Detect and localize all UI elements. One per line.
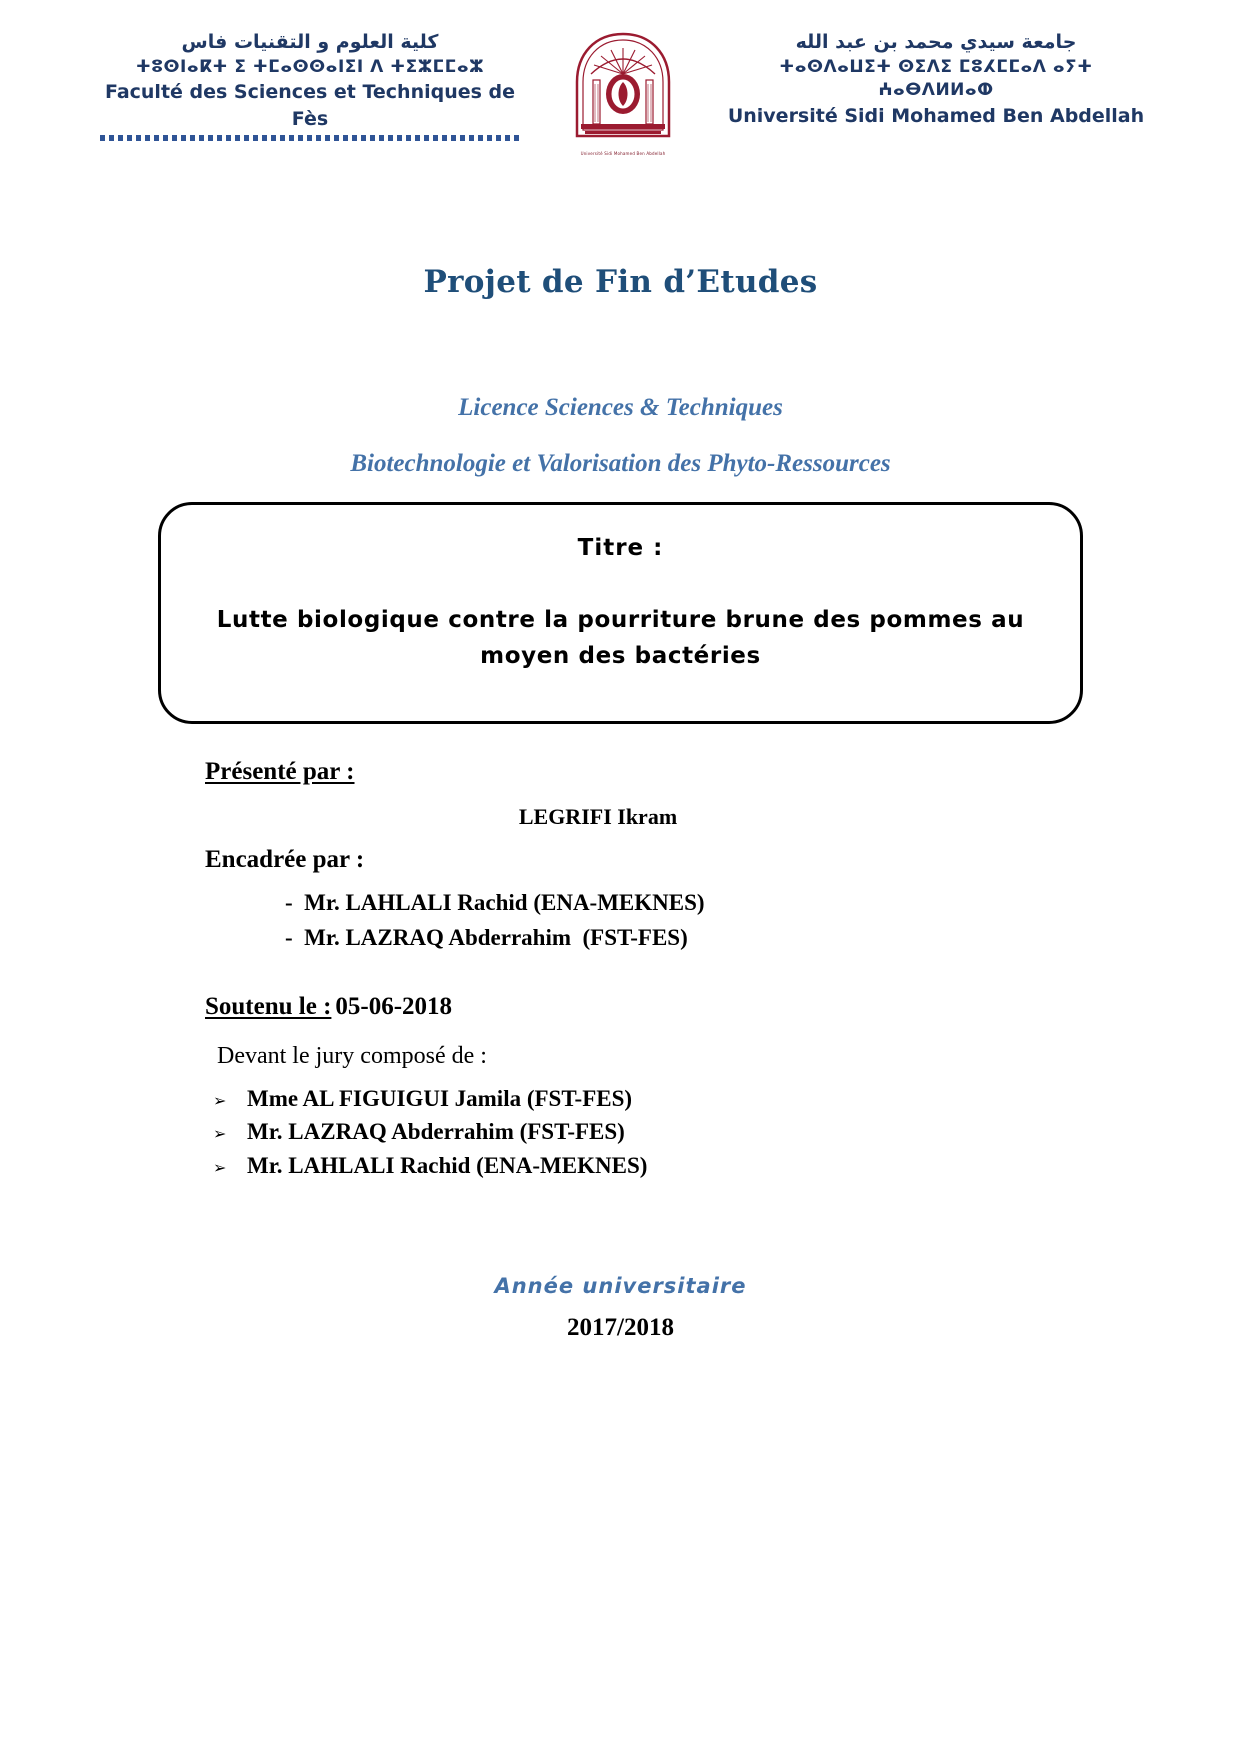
faculty-name-tifinagh: ⵜⵓⵙⵏⴰⴽⵜ ⵉ ⵜⵎⴰⵙⵙⴰⵏⵉⵏ ⴷ ⵜⵉⵣⵎⵎⴰⵣ <box>135 56 485 77</box>
list-item <box>205 1149 1141 1182</box>
thesis-title-text: Lutte biologique contre la pourriture brune des pommes au moyen des bactéries <box>216 607 1025 669</box>
program-label: Biotechnologie et Valorisation des Phyto-Ressources <box>350 450 891 477</box>
jury-member-name: Mr. LAHLALI Rachid (ENA-MEKNES) <box>247 1152 648 1178</box>
document-footer <box>0 1274 1241 1342</box>
document-header <box>0 0 1241 156</box>
list-item: - Mr. LAZRAQ Abderrahim (FST-FES) <box>285 924 688 950</box>
list-item: - Mr. LAHLALI Rachid (ENA-MEKNES) <box>285 890 705 915</box>
document-body <box>0 758 1241 1182</box>
supervised-by-row <box>205 846 1141 874</box>
defense-date: 05-06-2018 <box>335 993 453 1020</box>
bullet-arrow-icon: ➢ <box>213 1091 227 1110</box>
academic-year-value: 2017/2018 <box>567 1314 674 1342</box>
student-name: LEGRIFI Ikram <box>518 804 678 829</box>
thesis-title-label: Titre : <box>577 535 664 561</box>
presented-by-row <box>205 758 1141 786</box>
thesis-title-box <box>158 502 1083 724</box>
faculty-name-french: Faculté des Sciences et Techniques de Fès <box>104 81 516 131</box>
supervised-by-label: Encadrée par : <box>205 846 365 873</box>
bullet-arrow-icon: ➢ <box>213 1124 227 1144</box>
supervisor-list <box>205 886 1141 955</box>
header-faculty-block <box>95 30 525 141</box>
university-seal-icon <box>569 32 677 150</box>
university-name-french: Université Sidi Mohamed Ben Abdellah <box>727 105 1145 128</box>
jury-member-name: Mr. LAZRAQ Abderrahim (FST-FES) <box>247 1119 625 1145</box>
jury-list <box>205 1082 1141 1182</box>
faculty-name-arabic: كلية العلوم و التقنيات فاس <box>181 31 439 53</box>
faculty-underline-decoration <box>100 135 520 141</box>
presented-by-label: Présenté par : <box>205 758 355 785</box>
degree-label: Licence Sciences & Techniques <box>458 394 783 421</box>
defense-label: Soutenu le : <box>205 993 332 1020</box>
bullet-arrow-icon: ➢ <box>213 1157 227 1177</box>
university-logo <box>548 30 698 156</box>
page-title: Projet de Fin d’Etudes <box>423 264 818 300</box>
academic-year-label: Année universitaire <box>494 1274 747 1299</box>
jury-intro: Devant le jury composé de : <box>217 1043 487 1069</box>
defense-row <box>205 993 1141 1021</box>
header-university-block <box>721 30 1151 130</box>
jury-member-name: Mme AL FIGUIGUI Jamila (FST-FES) <box>247 1086 633 1111</box>
logo-caption: Université Sidi Mohamed Ben Abdellah <box>580 151 666 156</box>
list-item <box>205 1115 1141 1148</box>
list-item <box>205 1082 1141 1115</box>
university-name-arabic: جامعة سيدي محمد بن عبد الله <box>795 31 1077 53</box>
university-name-tifinagh: ⵜⴰⵙⴷⴰⵡⵉⵜ ⵙⵉⴷⵉ ⵎⵓⵃⵎⵎⴰⴷ ⴰⵢⵜ ⵄⴰⴱⴷⵍⵍⴰⵀ <box>779 56 1093 101</box>
